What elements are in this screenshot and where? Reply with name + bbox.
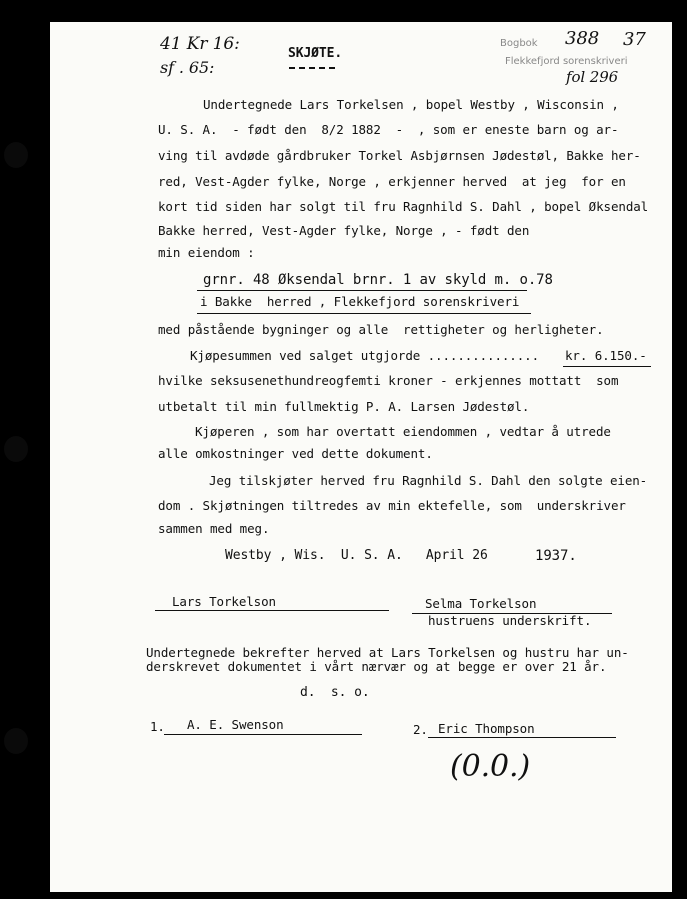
price-underline (563, 366, 651, 367)
property-underline (197, 313, 531, 314)
wife-signature: Selma Torkelson (425, 596, 537, 611)
margin-note: 41 Kr 16: (160, 34, 240, 54)
body-line: alle omkostninger ved dette dokument. (158, 446, 433, 461)
body-line: Bakke herred, Vest-Agder fylke, Norge , - født den (158, 223, 530, 238)
handwritten-annotation: (0.0.) (450, 749, 531, 784)
body-line: red, Vest-Agder fylke, Norge , erkjenner herved at jeg for en (158, 174, 626, 189)
body-line: ving til avdøde gårdbruker Torkel Asbjørnsen Jødestøl, Bakke her- (158, 148, 641, 163)
title-underline (289, 67, 335, 69)
registry-number: 388 (565, 28, 600, 49)
witness-signature: Eric Thompson (438, 721, 535, 736)
registry-year: 37 (623, 29, 646, 50)
body-line: Undertegnede Lars Torkelsen , bopel Westby , Wisconsin , (203, 97, 619, 112)
signature-line (155, 610, 389, 611)
price: kr. 6.150.- (565, 348, 647, 363)
page-title: SKJØTE. (288, 46, 343, 61)
witness-number: 1. (150, 719, 165, 734)
property-line: grnr. 48 Øksendal brnr. 1 av skyld m. o.78 (203, 272, 553, 288)
signature-line (428, 737, 616, 738)
body-line: med påstående bygninger og alle rettigheter og herligheter. (158, 322, 604, 337)
punch-hole (4, 142, 28, 168)
body-line: sammen med meg. (158, 521, 270, 536)
body-line: kort tid siden har solgt til fru Ragnhild S. Dahl , bopel Øksendal (158, 199, 649, 214)
witness-statement: derskrevet dokumentet i vårt nærvær og at begge er over 21 år. (146, 659, 607, 674)
property-line: i Bakke herred , Flekkefjord sorenskriveri (200, 294, 520, 309)
punch-hole (4, 436, 28, 462)
place-date: Westby , Wis. U. S. A. April 26 (225, 548, 488, 563)
registry-stamp-office: Flekkefjord sorenskriveri (505, 56, 628, 67)
witness-number: 2. (413, 722, 428, 737)
body-line: utbetalt til min fullmektig P. A. Larsen Jødestøl. (158, 399, 530, 414)
registry-stamp-label: Bogbok (500, 38, 538, 49)
body-line: hvilke seksusenethundreogfemti kroner - erkjennes mottatt som (158, 373, 619, 388)
signature-line (164, 734, 362, 735)
date-year: 1937. (535, 548, 577, 564)
body-line: Jeg tilskjøter herved fru Ragnhild S. Dahl den solgte eien- (209, 473, 648, 488)
seller-signature: Lars Torkelson (172, 594, 276, 609)
witness-signature: A. E. Swenson (187, 717, 284, 732)
property-underline (197, 290, 527, 291)
margin-note: sf . 65: (160, 58, 215, 77)
wife-signature-caption: hustruens underskrift. (428, 613, 592, 628)
witness-statement: Undertegnede bekrefter herved at Lars Torkelsen og hustru har un- (146, 645, 629, 660)
body-line: Kjøperen , som har overtatt eiendommen , vedtar å utrede (195, 424, 611, 439)
body-line: Kjøpesummen ved salget utgjorde ............... (190, 348, 540, 363)
dso: d. s. o. (300, 685, 370, 700)
body-line: min eiendom : (158, 245, 255, 260)
punch-hole (4, 728, 28, 754)
folio-note: fol 296 (566, 68, 619, 86)
body-line: U. S. A. - født den 8/2 1882 - , som er eneste barn og ar- (158, 122, 619, 137)
body-line: dom . Skjøtningen tiltredes av min ektefelle, som underskriver (158, 498, 626, 513)
